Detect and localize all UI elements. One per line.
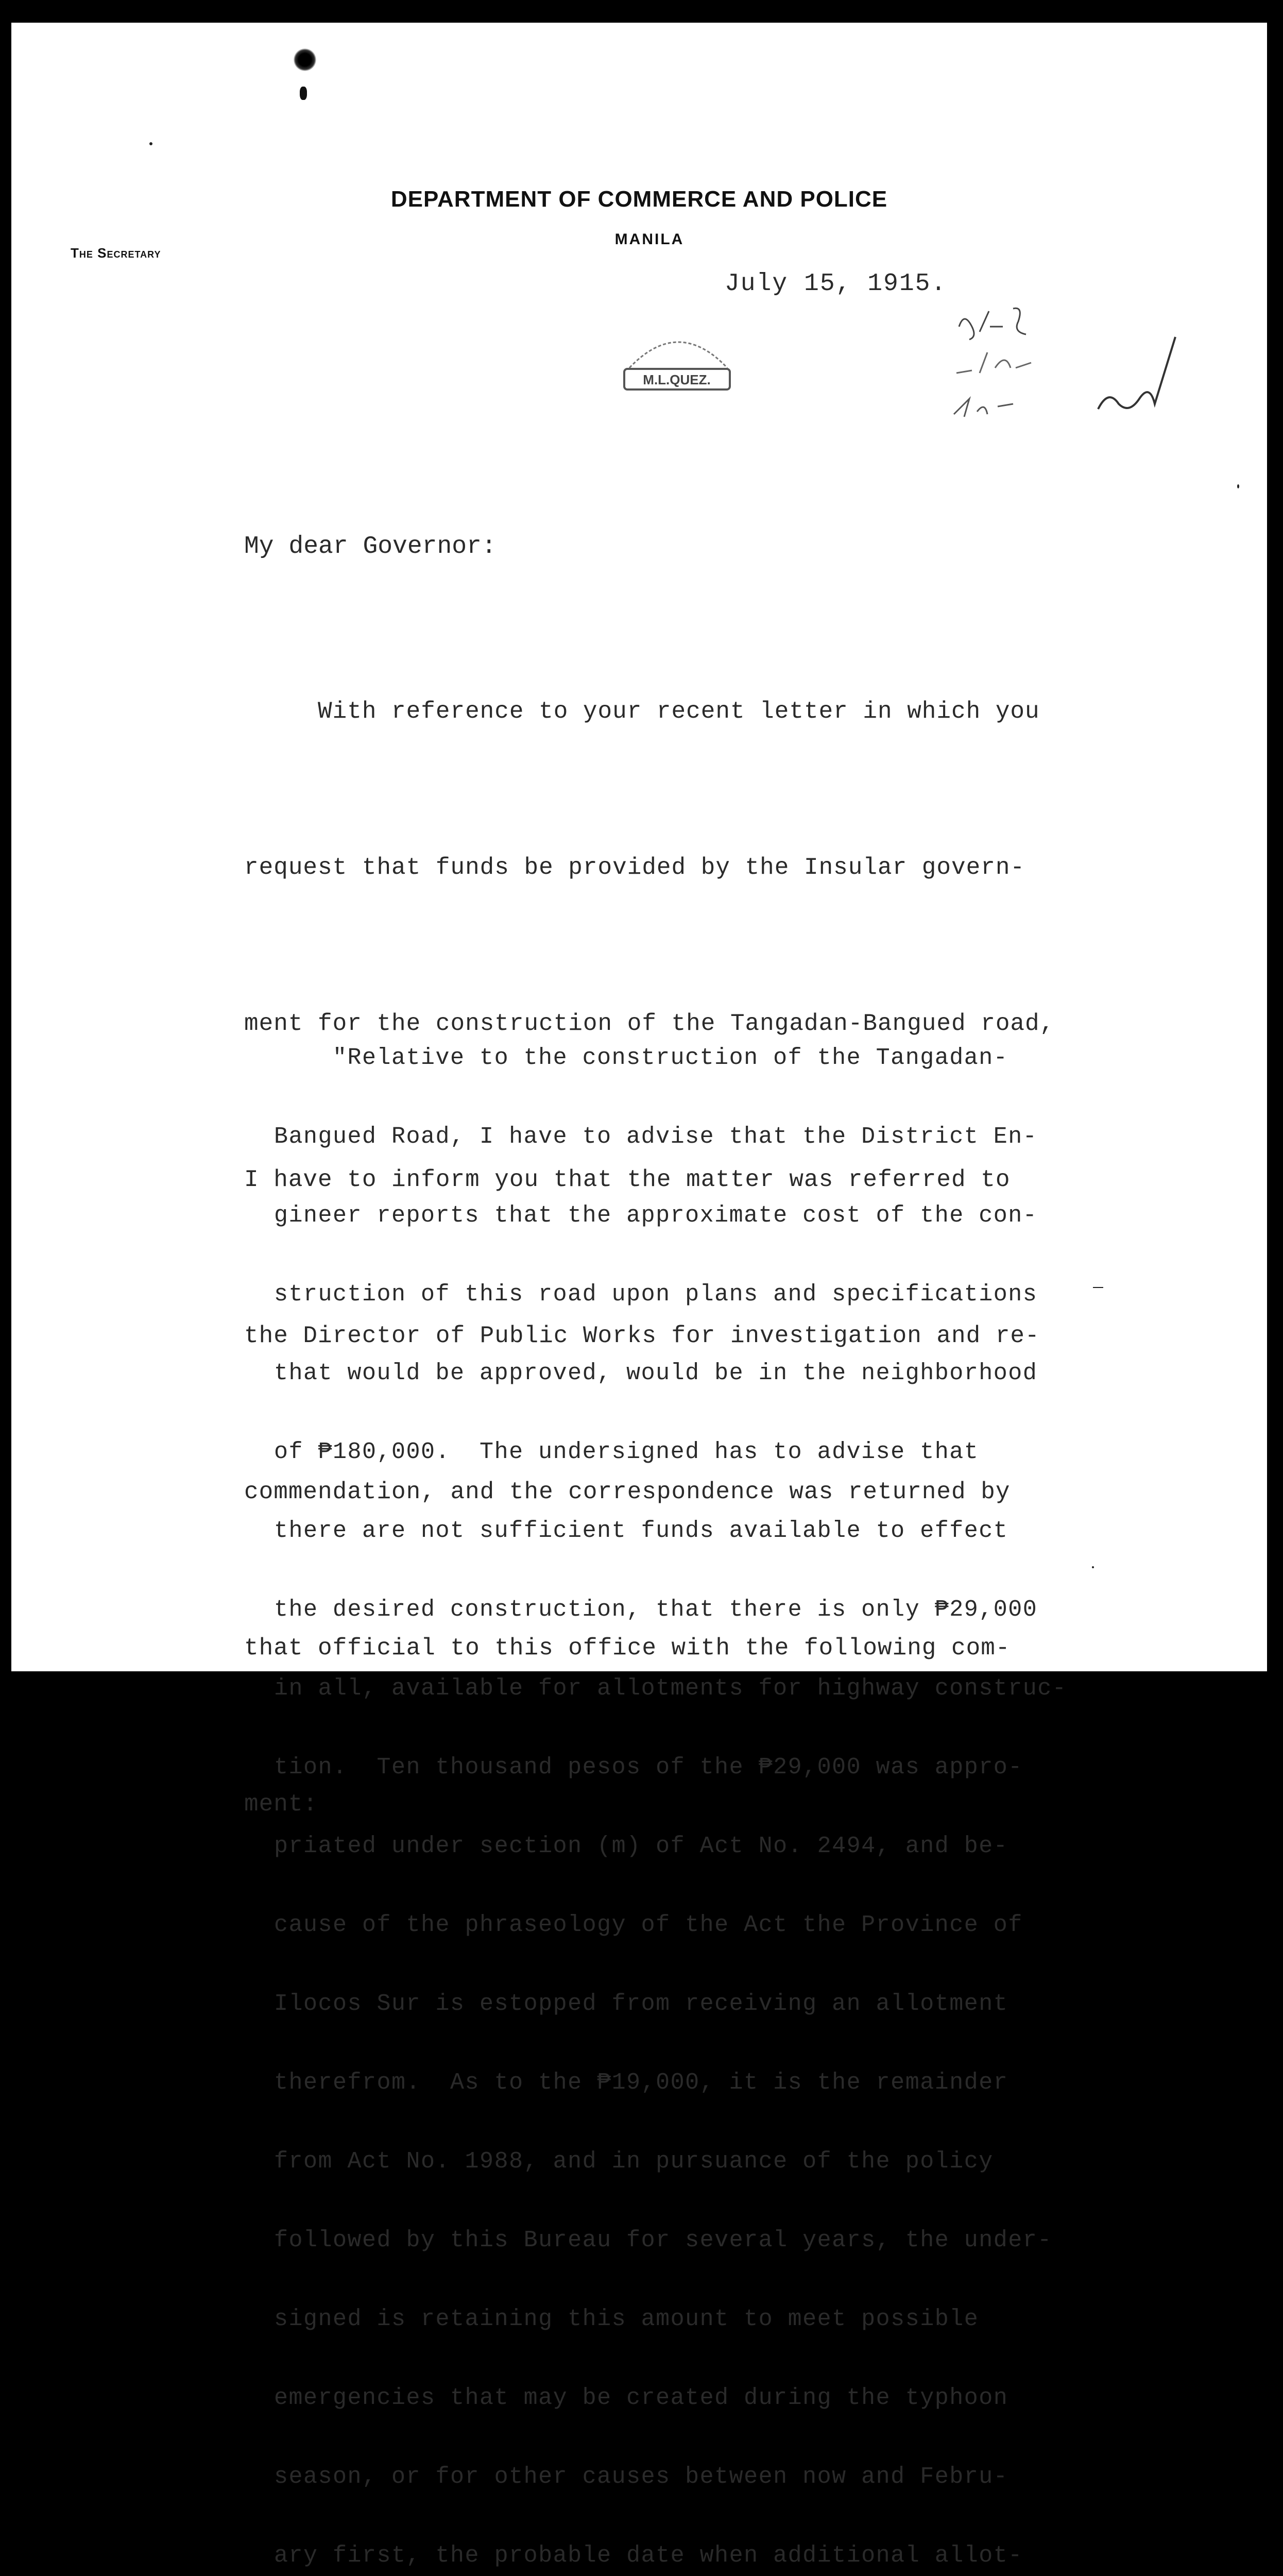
paper-speck <box>149 142 152 145</box>
paper-speck <box>1237 484 1239 488</box>
body-line: I have to inform you that the matter was referred to <box>244 1166 1011 1193</box>
letter-page <box>11 23 1267 2569</box>
body-line: that official to this office with the following com- <box>244 1635 1011 1662</box>
quote-line: in all, available for allotments for highway construc- <box>274 1675 1067 1702</box>
quoted-comment <box>274 992 1067 2576</box>
sender-title: The Secretary <box>71 245 161 261</box>
pencil-stroke <box>954 399 1013 417</box>
letter-date: July 15, 1915. <box>725 270 947 298</box>
quote-line: that would be approved, would be in the neighborhood <box>274 1360 1038 1386</box>
quote-line: Ilocos Sur is estopped from receiving an allotment <box>274 1991 1008 2017</box>
paper-speck <box>1092 1566 1094 1568</box>
handwritten-notation <box>949 296 1186 430</box>
body-line: the Director of Public Works for investigation and re- <box>244 1323 1040 1349</box>
quote-line: emergencies that may be created during the typhoon <box>274 2385 1008 2411</box>
ink-blot <box>294 48 316 71</box>
quote-line: there are not sufficient funds available to effect <box>274 1518 1008 1544</box>
quote-line: priated under section (m) of Act No. 2494, and be- <box>274 1833 1008 1859</box>
quote-line: struction of this road upon plans and specifications <box>274 1281 1038 1308</box>
body-line: ment for the construction of the Tangadan-Bangued road, <box>244 1010 1055 1037</box>
stamp-label: M.L.QUEZ. <box>643 372 711 387</box>
quote-line: gineer reports that the approximate cost of the con- <box>274 1202 1038 1229</box>
quote-line: season, or for other causes between now and Febru- <box>274 2464 1008 2490</box>
quote-line: from Act No. 1988, and in pursuance of the policy <box>274 2148 994 2175</box>
quote-line: Bangued Road, I have to advise that the District En- <box>274 1124 1038 1150</box>
quote-line: tion. Ten thousand pesos of the ₱29,000 was appro- <box>274 1754 1023 1781</box>
quote-line: "Relative to the construction of the Tangadan- <box>274 1045 1008 1071</box>
department-heading: DEPARTMENT OF COMMERCE AND POLICE <box>390 187 888 212</box>
pencil-stroke <box>959 308 1026 340</box>
paper-speck <box>1093 1287 1103 1288</box>
quote-line: cause of the phraseology of the Act the Province of <box>274 1912 1023 1938</box>
quote-line: of ₱180,000. The undersigned has to advise that <box>274 1439 979 1465</box>
quote-line: the desired construction, that there is only ₱29,000 <box>274 1597 1038 1623</box>
pencil-stroke <box>956 352 1031 373</box>
pencil-stroke <box>1098 337 1175 409</box>
body-line: request that funds be provided by the Insular govern- <box>244 854 1025 881</box>
salutation: My dear Governor: <box>244 533 497 561</box>
body-line: ment: <box>244 1791 318 1818</box>
quote-line: followed by this Bureau for several years, the under- <box>274 2227 1052 2253</box>
received-stamp <box>614 321 743 399</box>
quote-line: signed is retaining this amount to meet possible <box>274 2306 979 2332</box>
quote-line: therefrom. As to the ₱19,000, it is the remainder <box>274 2070 1008 2096</box>
quote-line: ary first, the probable date when additional allot- <box>274 2543 1023 2569</box>
body-line: commendation, and the correspondence was returned by <box>244 1479 1011 1505</box>
body-line: With reference to your recent letter in which you <box>244 698 1040 725</box>
city-heading: MANILA <box>614 231 685 248</box>
ink-mark <box>300 87 307 100</box>
stamp-arc <box>629 342 727 368</box>
